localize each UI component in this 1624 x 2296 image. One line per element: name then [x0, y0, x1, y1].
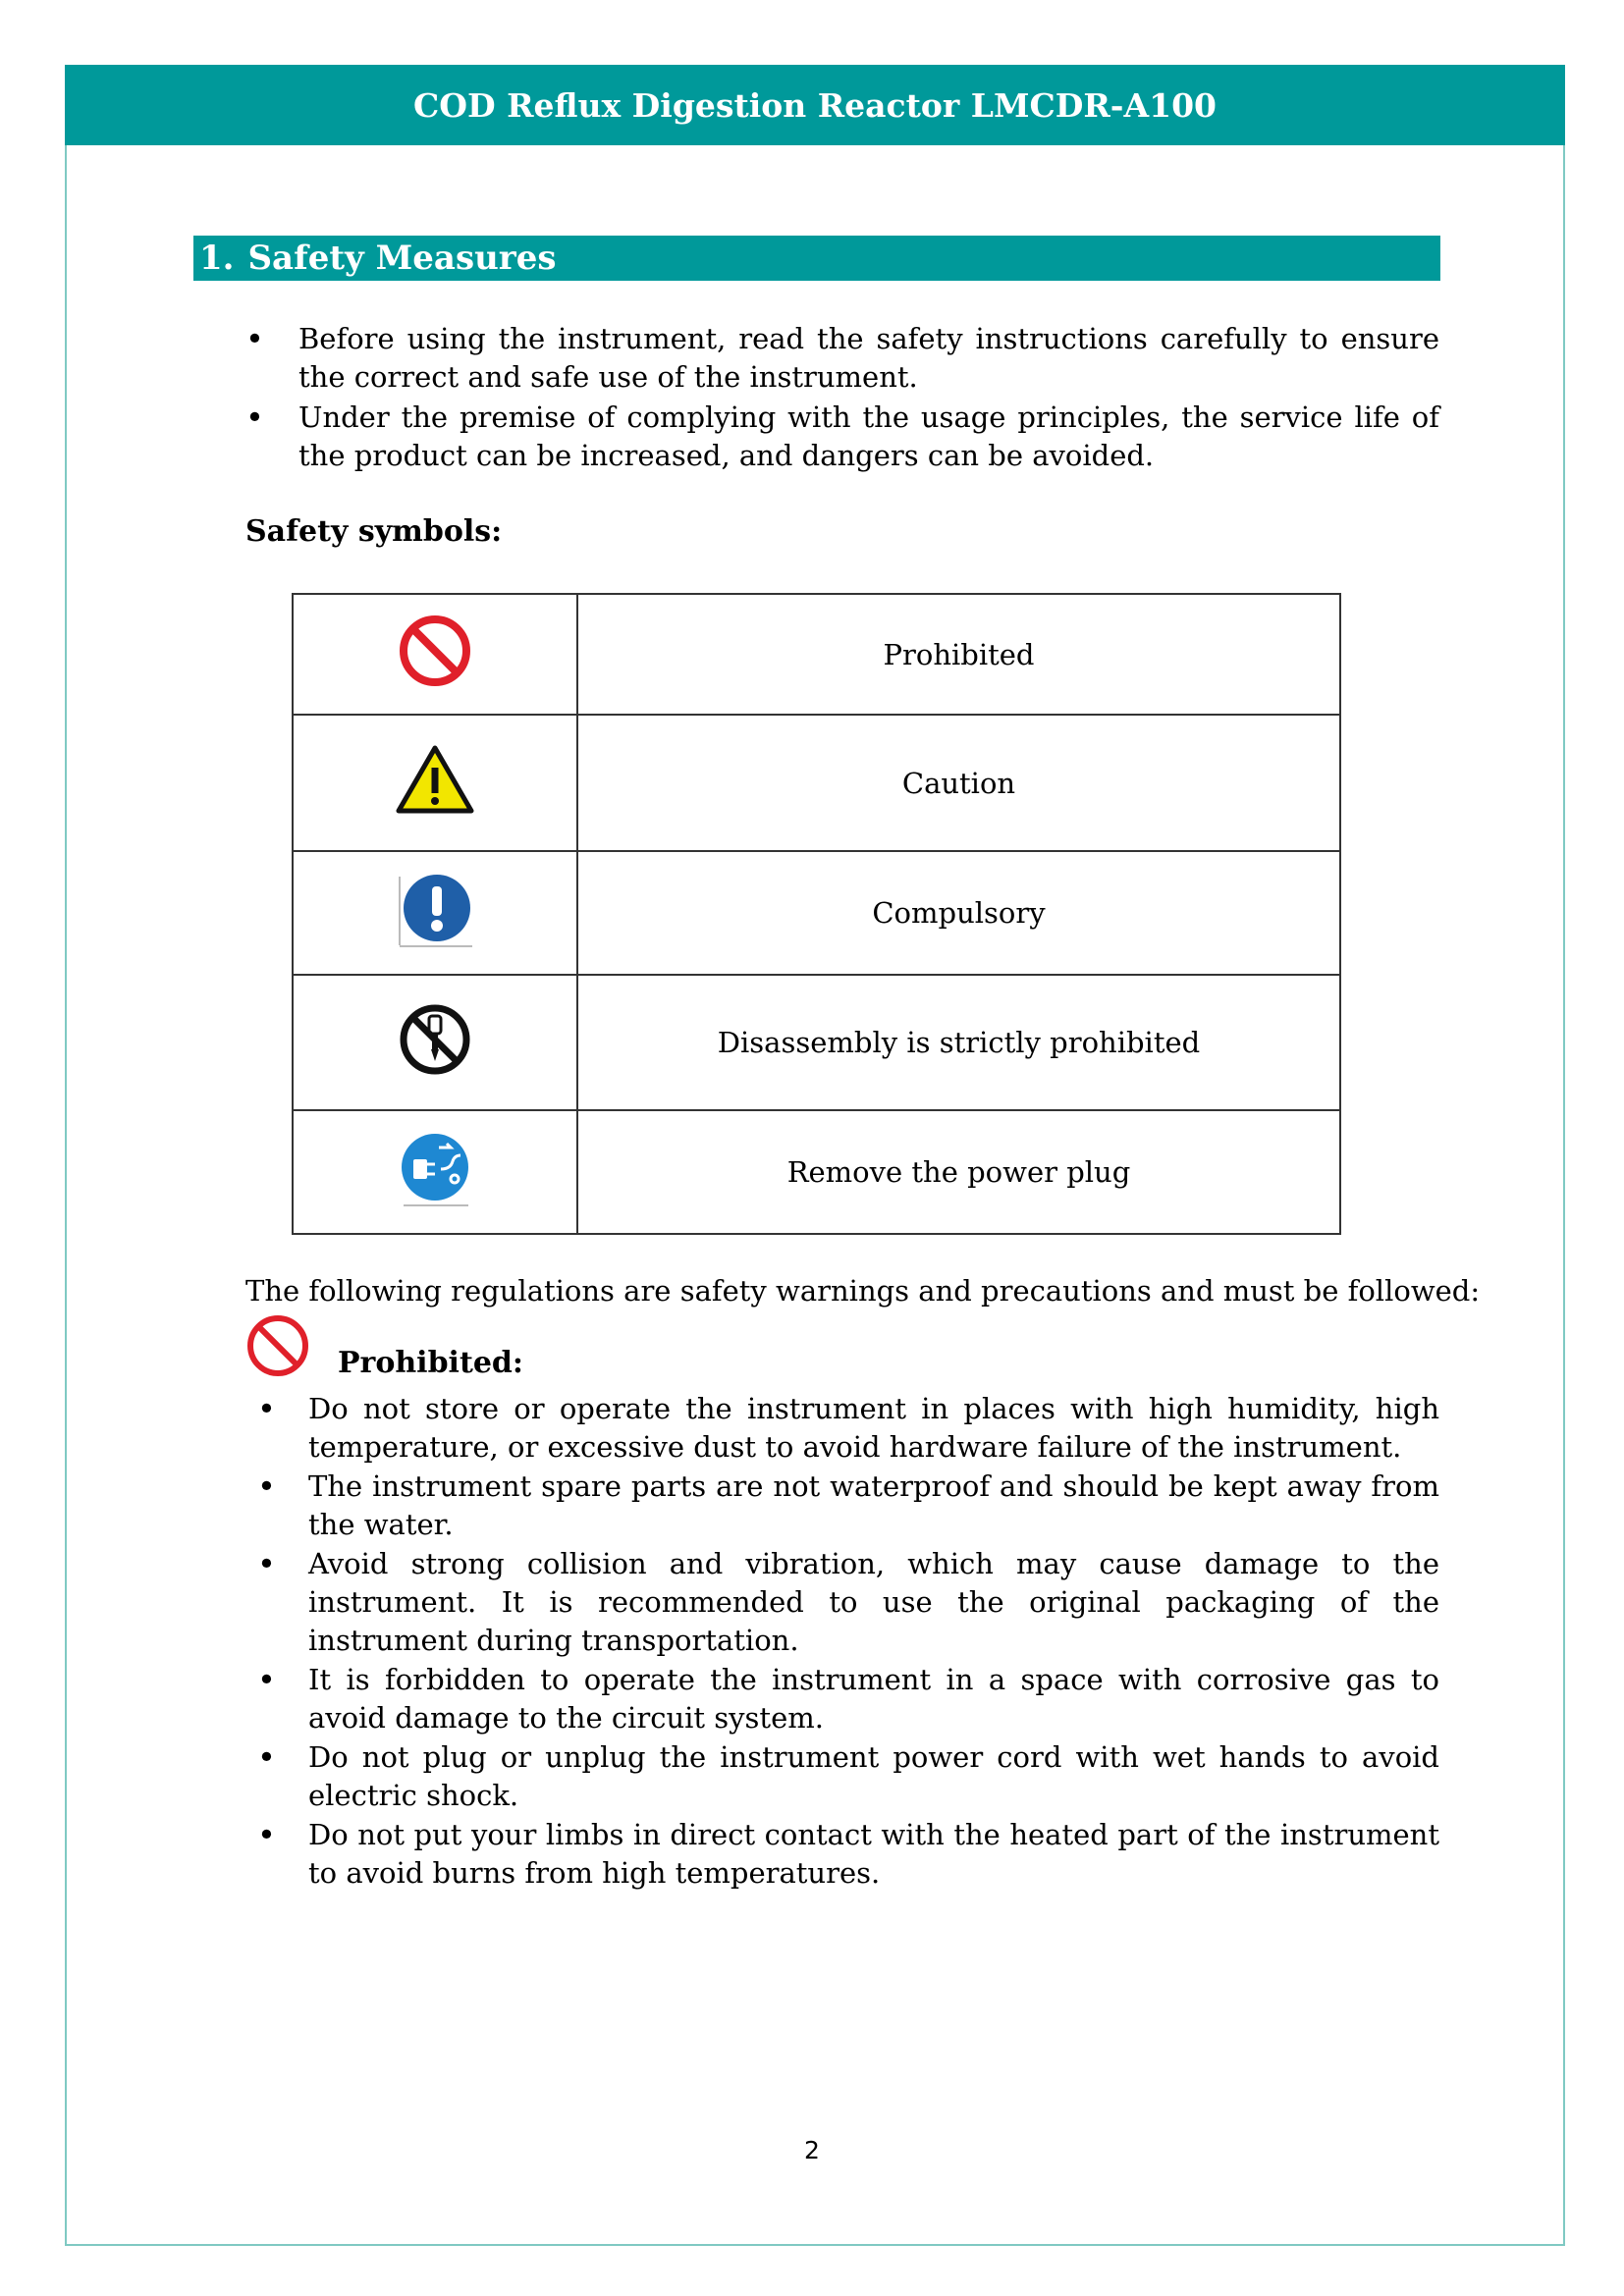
list-item: • Do not plug or unplug the instrument power cord with wet hands to avoid electric shock.: [257, 1738, 1439, 1815]
symbol-label: Prohibited: [577, 594, 1340, 715]
table-row: [293, 1110, 1340, 1234]
no-disassembly-icon: [398, 1002, 472, 1084]
prohibited-list: [257, 1390, 1439, 1894]
table-row: [293, 594, 1340, 715]
remove-power-plug-icon: [396, 1130, 474, 1215]
intro-item: • Before using the instrument, read the safety instructions carefully to ensure the correct and safe use of the instrument.: [245, 320, 1439, 397]
list-item: • The instrument spare parts are not waterproof and should be kept away from the water.: [257, 1468, 1439, 1544]
safety-symbols-table: [292, 593, 1341, 1235]
table-row: [293, 975, 1340, 1110]
document-title: COD Reflux Digestion Reactor LMCDR-A100: [412, 85, 1217, 125]
page-number: 2: [804, 2136, 820, 2164]
symbol-icon-cell: [293, 715, 577, 851]
symbol-icon-cell: [293, 975, 577, 1110]
list-item: • Do not store or operate the instrument in places with high humidity, high temperature, or excessive dust to avoid hardware failure of the instrument.: [257, 1390, 1439, 1467]
prohibited-icon: [245, 1313, 310, 1382]
section-number: 1.: [199, 239, 235, 278]
caution-icon: [396, 744, 474, 822]
table-row: [293, 715, 1340, 851]
symbol-label: Disassembly is strictly prohibited: [577, 975, 1340, 1110]
compulsory-icon: [396, 871, 474, 956]
section-title: Safety Measures: [247, 239, 557, 278]
prohibited-heading: [245, 1319, 523, 1382]
symbol-icon-cell: [293, 851, 577, 975]
regulations-statement: The following regulations are safety warnings and precautions and must be followed:: [245, 1274, 1481, 1308]
prohibited-label: Prohibited:: [338, 1346, 523, 1380]
symbol-icon-cell: [293, 594, 577, 715]
list-item: • It is forbidden to operate the instrument in a space with corrosive gas to avoid damage to the circuit system.: [257, 1661, 1439, 1737]
symbol-icon-cell: [293, 1110, 577, 1234]
symbol-label: Caution: [577, 715, 1340, 851]
list-item: • Avoid strong collision and vibration, which may cause damage to the instrument. It is recommended to use the original packaging of the instrument during transportation.: [257, 1545, 1439, 1660]
list-item: • Do not put your limbs in direct contact with the heated part of the instrument to avoid burns from high temperatures.: [257, 1816, 1439, 1893]
section-heading: [193, 236, 1440, 281]
symbol-label: Compulsory: [577, 851, 1340, 975]
intro-list: [245, 320, 1439, 477]
document-header: [65, 65, 1565, 145]
prohibited-icon: [398, 614, 472, 695]
safety-symbols-heading: Safety symbols:: [245, 514, 503, 549]
intro-item: • Under the premise of complying with the usage principles, the service life of the product can be increased, and dangers can be avoided.: [245, 399, 1439, 475]
table-row: [293, 851, 1340, 975]
symbol-label: Remove the power plug: [577, 1110, 1340, 1234]
